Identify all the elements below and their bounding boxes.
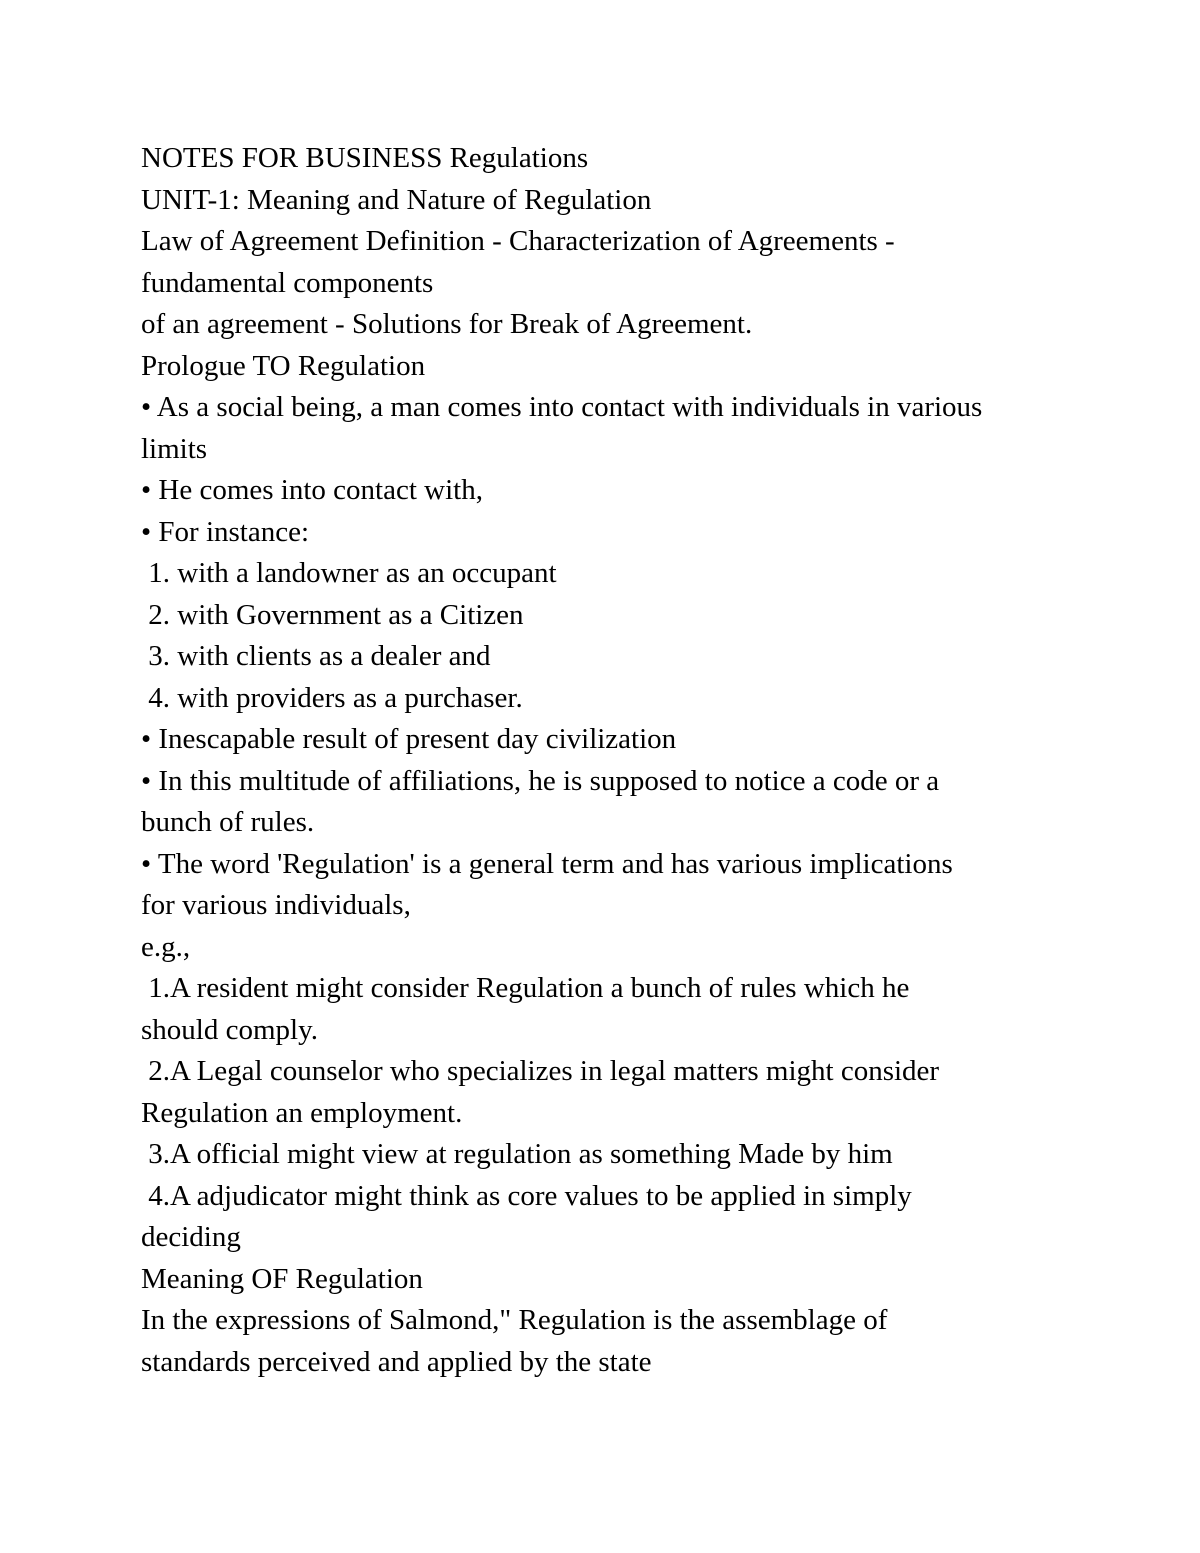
text-line: standards perceived and applied by the state [141, 1345, 652, 1378]
text-line: limits [141, 432, 208, 465]
list-item: 1. with a landowner as an occupant [141, 557, 557, 589]
section-heading: Prologue TO Regulation [141, 349, 426, 382]
bullet-line: • Inescapable result of present day civilization [141, 723, 677, 755]
bullet-line: • He comes into contact with, [141, 474, 483, 506]
list-item: 2. with Government as a Citizen [141, 598, 524, 631]
list-item: 1.A resident might consider Regulation a bunch of rules which he [141, 972, 910, 1004]
list-item: 4.A adjudicator might think as core values to be applied in simply [141, 1179, 912, 1212]
document-body [141, 138, 1081, 1383]
list-item: 3. with clients as a dealer and [141, 640, 491, 672]
bullet-line: • In this multitude of affiliations, he is supposed to notice a code or a [141, 764, 940, 797]
text-line: for various individuals, [141, 889, 411, 921]
text-line: should comply. [141, 1013, 318, 1046]
unit-heading: UNIT-1: Meaning and Nature of Regulation [141, 183, 652, 216]
text-line: fundamental components [141, 266, 434, 299]
text-line: e.g., [141, 930, 191, 963]
list-item: 3.A official might view at regulation as something Made by him [141, 1138, 893, 1170]
text-line: deciding [141, 1221, 241, 1253]
text-line: Law of Agreement Definition - Characterization of Agreements - [141, 225, 895, 257]
bullet-line: • For instance: [141, 515, 310, 548]
section-heading: Meaning OF Regulation [141, 1262, 423, 1295]
text-line: bunch of rules. [141, 806, 315, 838]
text-line: Regulation an employment. [141, 1096, 463, 1129]
list-item: 2.A Legal counselor who specializes in legal matters might consider [141, 1055, 940, 1087]
text-line: of an agreement - Solutions for Break of Agreement. [141, 308, 753, 340]
text-line: In the expressions of Salmond," Regulation is the assemblage of [141, 1304, 888, 1336]
bullet-line: • The word 'Regulation' is a general term and has various implications [141, 847, 953, 880]
list-item: 4. with providers as a purchaser. [141, 681, 523, 714]
bullet-line: • As a social being, a man comes into contact with individuals in various [141, 391, 983, 423]
document-title: NOTES FOR BUSINESS Regulations [141, 142, 589, 174]
